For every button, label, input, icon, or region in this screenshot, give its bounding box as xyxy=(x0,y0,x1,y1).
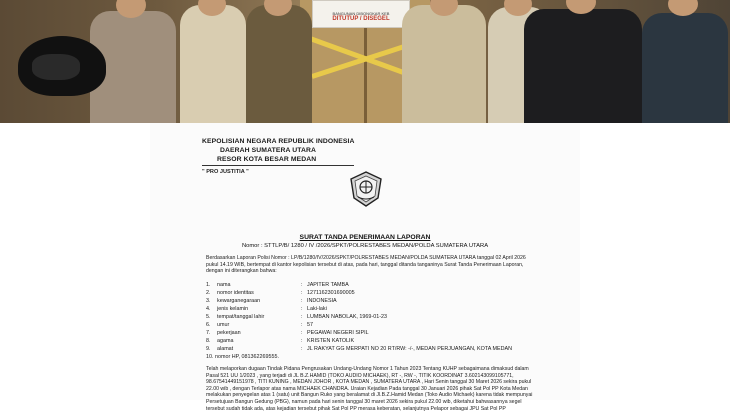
officer-khaki-uniform xyxy=(180,5,246,123)
field-number: 3. xyxy=(206,298,211,304)
field-number: 8. xyxy=(206,338,211,344)
agency-line-local: RESOR KOTA BESAR MEDAN xyxy=(217,156,317,163)
field-colon: : xyxy=(301,314,303,320)
field-label: pekerjaan xyxy=(217,330,241,336)
field-value: 57 xyxy=(307,322,313,328)
police-emblem-icon xyxy=(347,170,385,208)
field-value: Laki-laki xyxy=(307,306,327,312)
phone-line: 10. nomor HP, 081362269555. xyxy=(206,354,280,360)
field-number: 5. xyxy=(206,314,211,320)
field-value: LUMBAN NABOLAK, 1969-01-23 xyxy=(307,314,387,320)
person-dark-shirt xyxy=(642,13,728,123)
field-number: 1. xyxy=(206,282,211,288)
person-black-tshirt xyxy=(524,9,642,123)
field-value: JL RAKYAT GG MERPATI NO 20 RT/RW: -/-, MEDAN PERJUANGAN, KOTA MEDAN xyxy=(307,346,512,352)
field-number: 2. xyxy=(206,290,211,296)
field-number: 7. xyxy=(206,330,211,336)
field-label: kewarganegaraan xyxy=(217,298,261,304)
field-value: JAPITER TAMBA xyxy=(307,282,349,288)
intro-paragraph: Berdasarkan Laporan Polisi Nomor : LP/B/1280/IV/2026/SPKT/POLRESTABES MEDAN/POLDA SUMATERA UTARA tanggal 02 April 2026 pukul 14.19 WIB, bertempat di kantor kepolisian tersebut di atas, pada hari, tanggal ditanda tanganinya Surat Tanda Penerimaan Laporan, dengan ini diterangkan bahwa: xyxy=(206,255,526,275)
field-label: jenis kelamin xyxy=(217,306,249,312)
sign-caption: BANGUNAN DIBONGKAR KEB xyxy=(332,11,390,16)
field-colon: : xyxy=(301,322,303,328)
field-colon: : xyxy=(301,282,303,288)
press-photo xyxy=(0,0,730,123)
police-report-receipt xyxy=(150,123,580,412)
document-title: SURAT TANDA PENERIMAAN LAPORAN xyxy=(299,234,431,241)
field-number: 9. xyxy=(206,346,211,352)
field-label: alamat xyxy=(217,346,234,352)
field-number: 4. xyxy=(206,306,211,312)
helmet-visor xyxy=(32,54,80,80)
field-colon: : xyxy=(301,306,303,312)
field-label: nama xyxy=(217,282,231,288)
field-colon: : xyxy=(301,298,303,304)
agency-line-regional: DAERAH SUMATERA UTARA xyxy=(220,147,316,154)
field-colon: : xyxy=(301,330,303,336)
pro-justitia-label: " PRO JUSTITIA " xyxy=(202,169,249,175)
sealed-notice-sign xyxy=(312,0,410,28)
field-label: tempat/tanggal lahir xyxy=(217,314,265,320)
agency-line-national: KEPOLISIAN NEGARA REPUBLIK INDONESIA xyxy=(202,138,355,145)
field-value: 1271162301690005 xyxy=(307,290,355,296)
field-value: INDONESIA xyxy=(307,298,337,304)
field-label: umur xyxy=(217,322,230,328)
field-value: PEGAWAI NEGERI SIPIL xyxy=(307,330,369,336)
document-number: Nomor : STTLP/B/ 1280 / IV /2026/SPKT/POLRESTABES MEDAN/POLDA SUMATERA UTARA xyxy=(241,243,489,249)
header-underline xyxy=(202,165,354,166)
field-label: agama xyxy=(217,338,234,344)
sign-headline: DITUTUP / DISEGEL xyxy=(332,16,390,22)
officer-brown-uniform xyxy=(246,5,312,123)
field-value: KRISTEN KATOLIK xyxy=(307,338,355,344)
field-colon: : xyxy=(301,290,303,296)
field-number: 6. xyxy=(206,322,211,328)
report-body-paragraph: Telah melaporkan dugaan Tindak Pidana Pengrusakan Undang-Undang Nomor 1 Tahun 2023 Tentang KUHP sebagaimana dimaksud dalam Pasal 521 UU 1/2023 , yang terjadi di JL B.Z.HAMID (TOKO AUDIO MICHAEK), RT -, RW -, TITIK KOORDINAT 3.602143099105771, 98.67541449151978 , TITI KUNING , MEDAN JOHOR , KOTA MEDAN , SUMATERA UTARA , Hari Senin tanggal 30 Maret 2026 sekira pukul 22.00 wib , dengan Terlapor atas nama MICHAEK CHANDRA. Uraian Kejadian Pada tanggal 30 Januari 2026 pihak Sat Pol PP Kota Medan melakukan penyegelan atas 1 (satu) unit Bangun Ruko yang beralamat di Jl.B.Z.Hamid Medan (Toko Audio Michaek) karena tidak mempunyai Persetujuan Bangun Gedung (PBG), namun pada hari senin tanggal 30 maret 2026 sekira pukul 22.00 wib, diketahui bahwasannya segel tersebut sudah tidak ada, atas kejadian tersebut pihak Sat Pol PP merasa keberatan, selanjutnya Pelapor sebagai JPU Sat Pol PP xyxy=(206,366,533,412)
officer-khaki-uniform xyxy=(402,5,486,123)
field-colon: : xyxy=(301,338,303,344)
field-label: nomor identitas xyxy=(217,290,254,296)
field-colon: : xyxy=(301,346,303,352)
